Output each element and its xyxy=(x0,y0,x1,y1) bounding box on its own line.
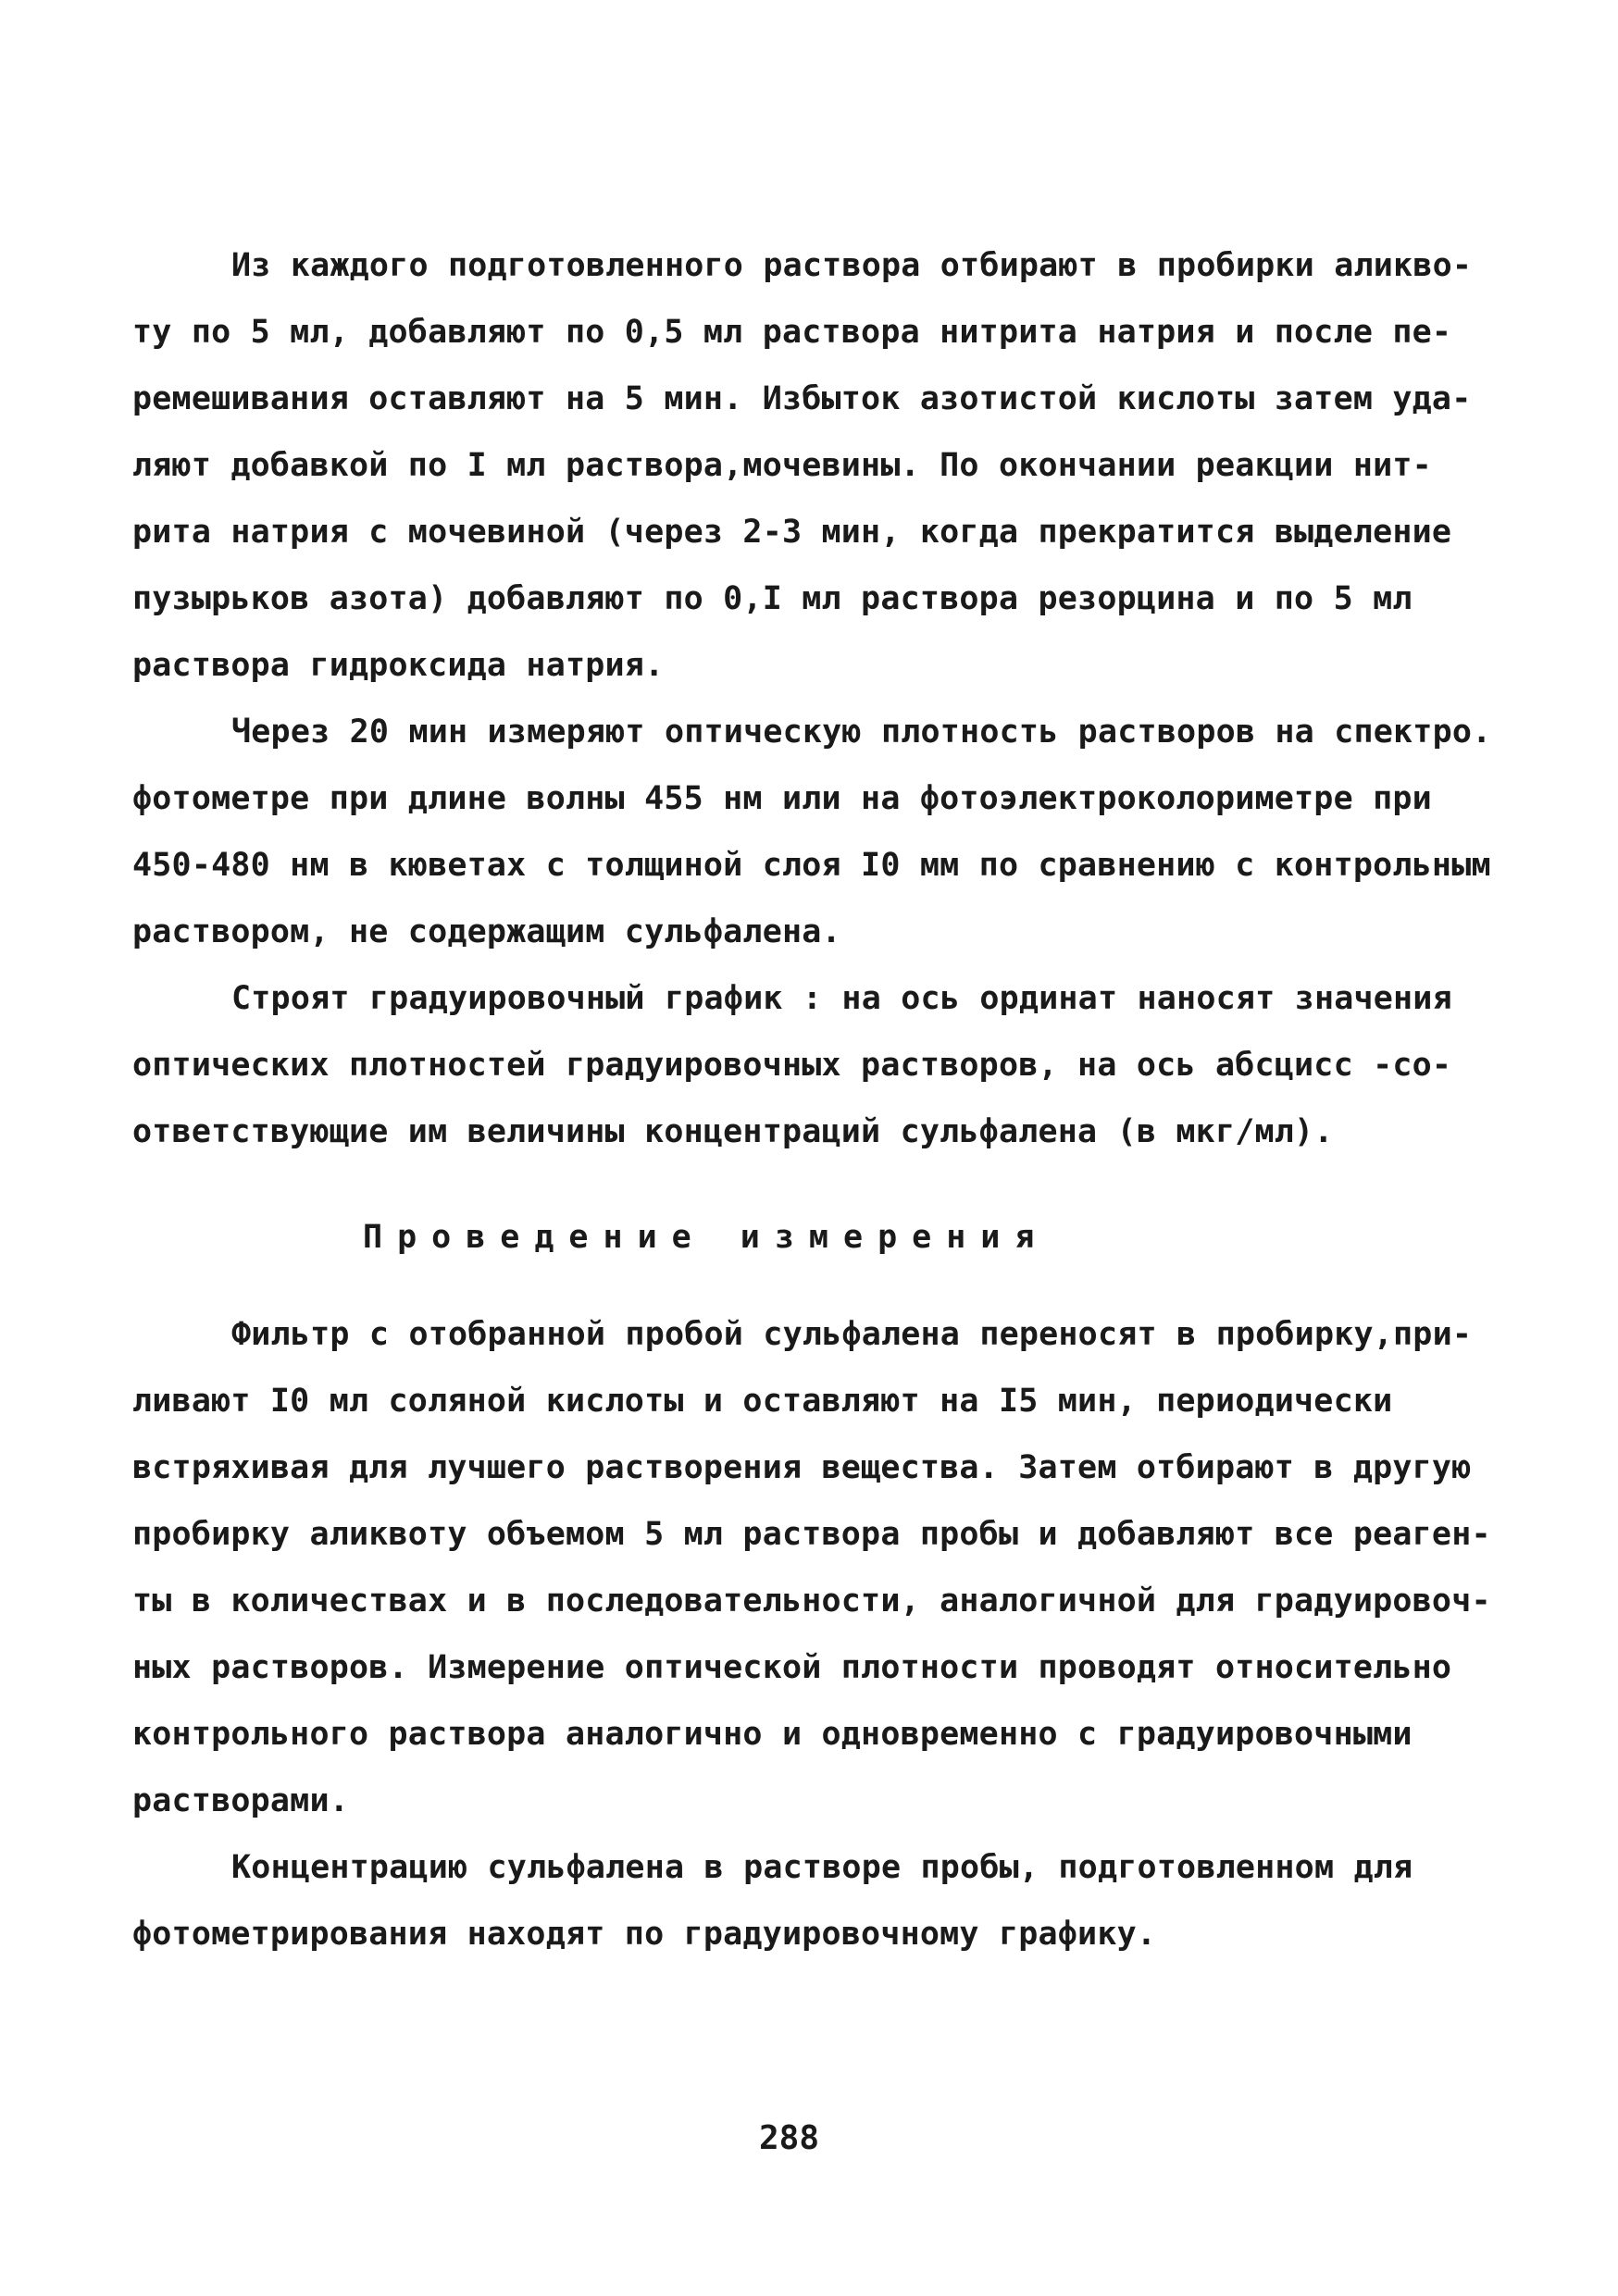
paragraph-1-line-1: Из каждого подготовленного раствора отбирают в пробирки аликво- xyxy=(231,247,1473,284)
section-heading: Проведение измерения xyxy=(363,1219,1050,1256)
paragraph-4-line-6: ных растворов. Измерение оптической плотности проводят относительно xyxy=(132,1649,1452,1686)
paragraph-2-line-4: раствором, не содержащим сульфалена. xyxy=(132,913,841,950)
paragraph-4-line-5: ты в количествах и в последовательности, аналогичной для градуировоч- xyxy=(132,1582,1491,1620)
paragraph-1-line-5: рита натрия с мочевиной (через 2-3 мин, когда прекратится выделение xyxy=(132,514,1452,551)
paragraph-1-line-6: пузырьков азота) добавляют по 0,I мл раствора резорцина и по 5 мл xyxy=(132,580,1413,617)
paragraph-5-line-1: Концентрацию сульфалена в растворе пробы, подготовленном для xyxy=(231,1849,1413,1886)
paragraph-2-line-3: 450-480 нм в кюветах с толщиной слоя I0 мм по сравнению с контрольным xyxy=(132,847,1491,884)
paragraph-4-line-1: Фильтр с отобранной пробой сульфалена переносят в пробирку,при- xyxy=(231,1316,1473,1353)
paragraph-3-line-2: оптических плотностей градуировочных растворов, на ось абсцисс -со- xyxy=(132,1047,1452,1084)
paragraph-4-line-8: растворами. xyxy=(132,1782,349,1819)
paragraph-4-line-4: пробирку аликвоту объемом 5 мл раствора пробы и добавляют все реаген- xyxy=(132,1516,1491,1553)
paragraph-3-line-3: ответствующие им величины концентраций сульфалена (в мкг/мл). xyxy=(132,1113,1334,1150)
paragraph-2-line-1: Через 20 мин измеряют оптическую плотность растворов на спектро. xyxy=(231,714,1492,751)
paragraph-1-line-7: раствора гидроксида натрия. xyxy=(132,647,665,684)
paragraph-1-line-3: ремешивания оставляют на 5 мин. Избыток азотистой кислоты затем уда- xyxy=(132,380,1472,417)
paragraph-2-line-2: фотометре при длине волны 455 нм или на фотоэлектроколориметре при xyxy=(132,780,1432,817)
page-number: 288 xyxy=(759,2119,820,2157)
paragraph-4-line-3: встряхивая для лучшего растворения вещества. Затем отбирают в другую xyxy=(132,1449,1472,1486)
paragraph-4-line-2: ливают I0 мл соляной кислоты и оставляют на I5 мин, периодически xyxy=(132,1383,1393,1420)
paragraph-5-line-2: фотометрирования находят по градуировочному графику. xyxy=(132,1916,1157,1953)
paragraph-1-line-2: ту по 5 мл, добавляют по 0,5 мл раствора нитрита натрия и после пе- xyxy=(132,314,1452,351)
paragraph-3-line-1: Строят градуировочный график : на ось ординат наносят значения xyxy=(231,980,1452,1017)
paragraph-4-line-7: контрольного раствора аналогично и одновременно с градуировочными xyxy=(132,1716,1413,1753)
paragraph-1-line-4: ляют добавкой по I мл раствора,мочевины. По окончании реакции нит- xyxy=(132,447,1432,484)
